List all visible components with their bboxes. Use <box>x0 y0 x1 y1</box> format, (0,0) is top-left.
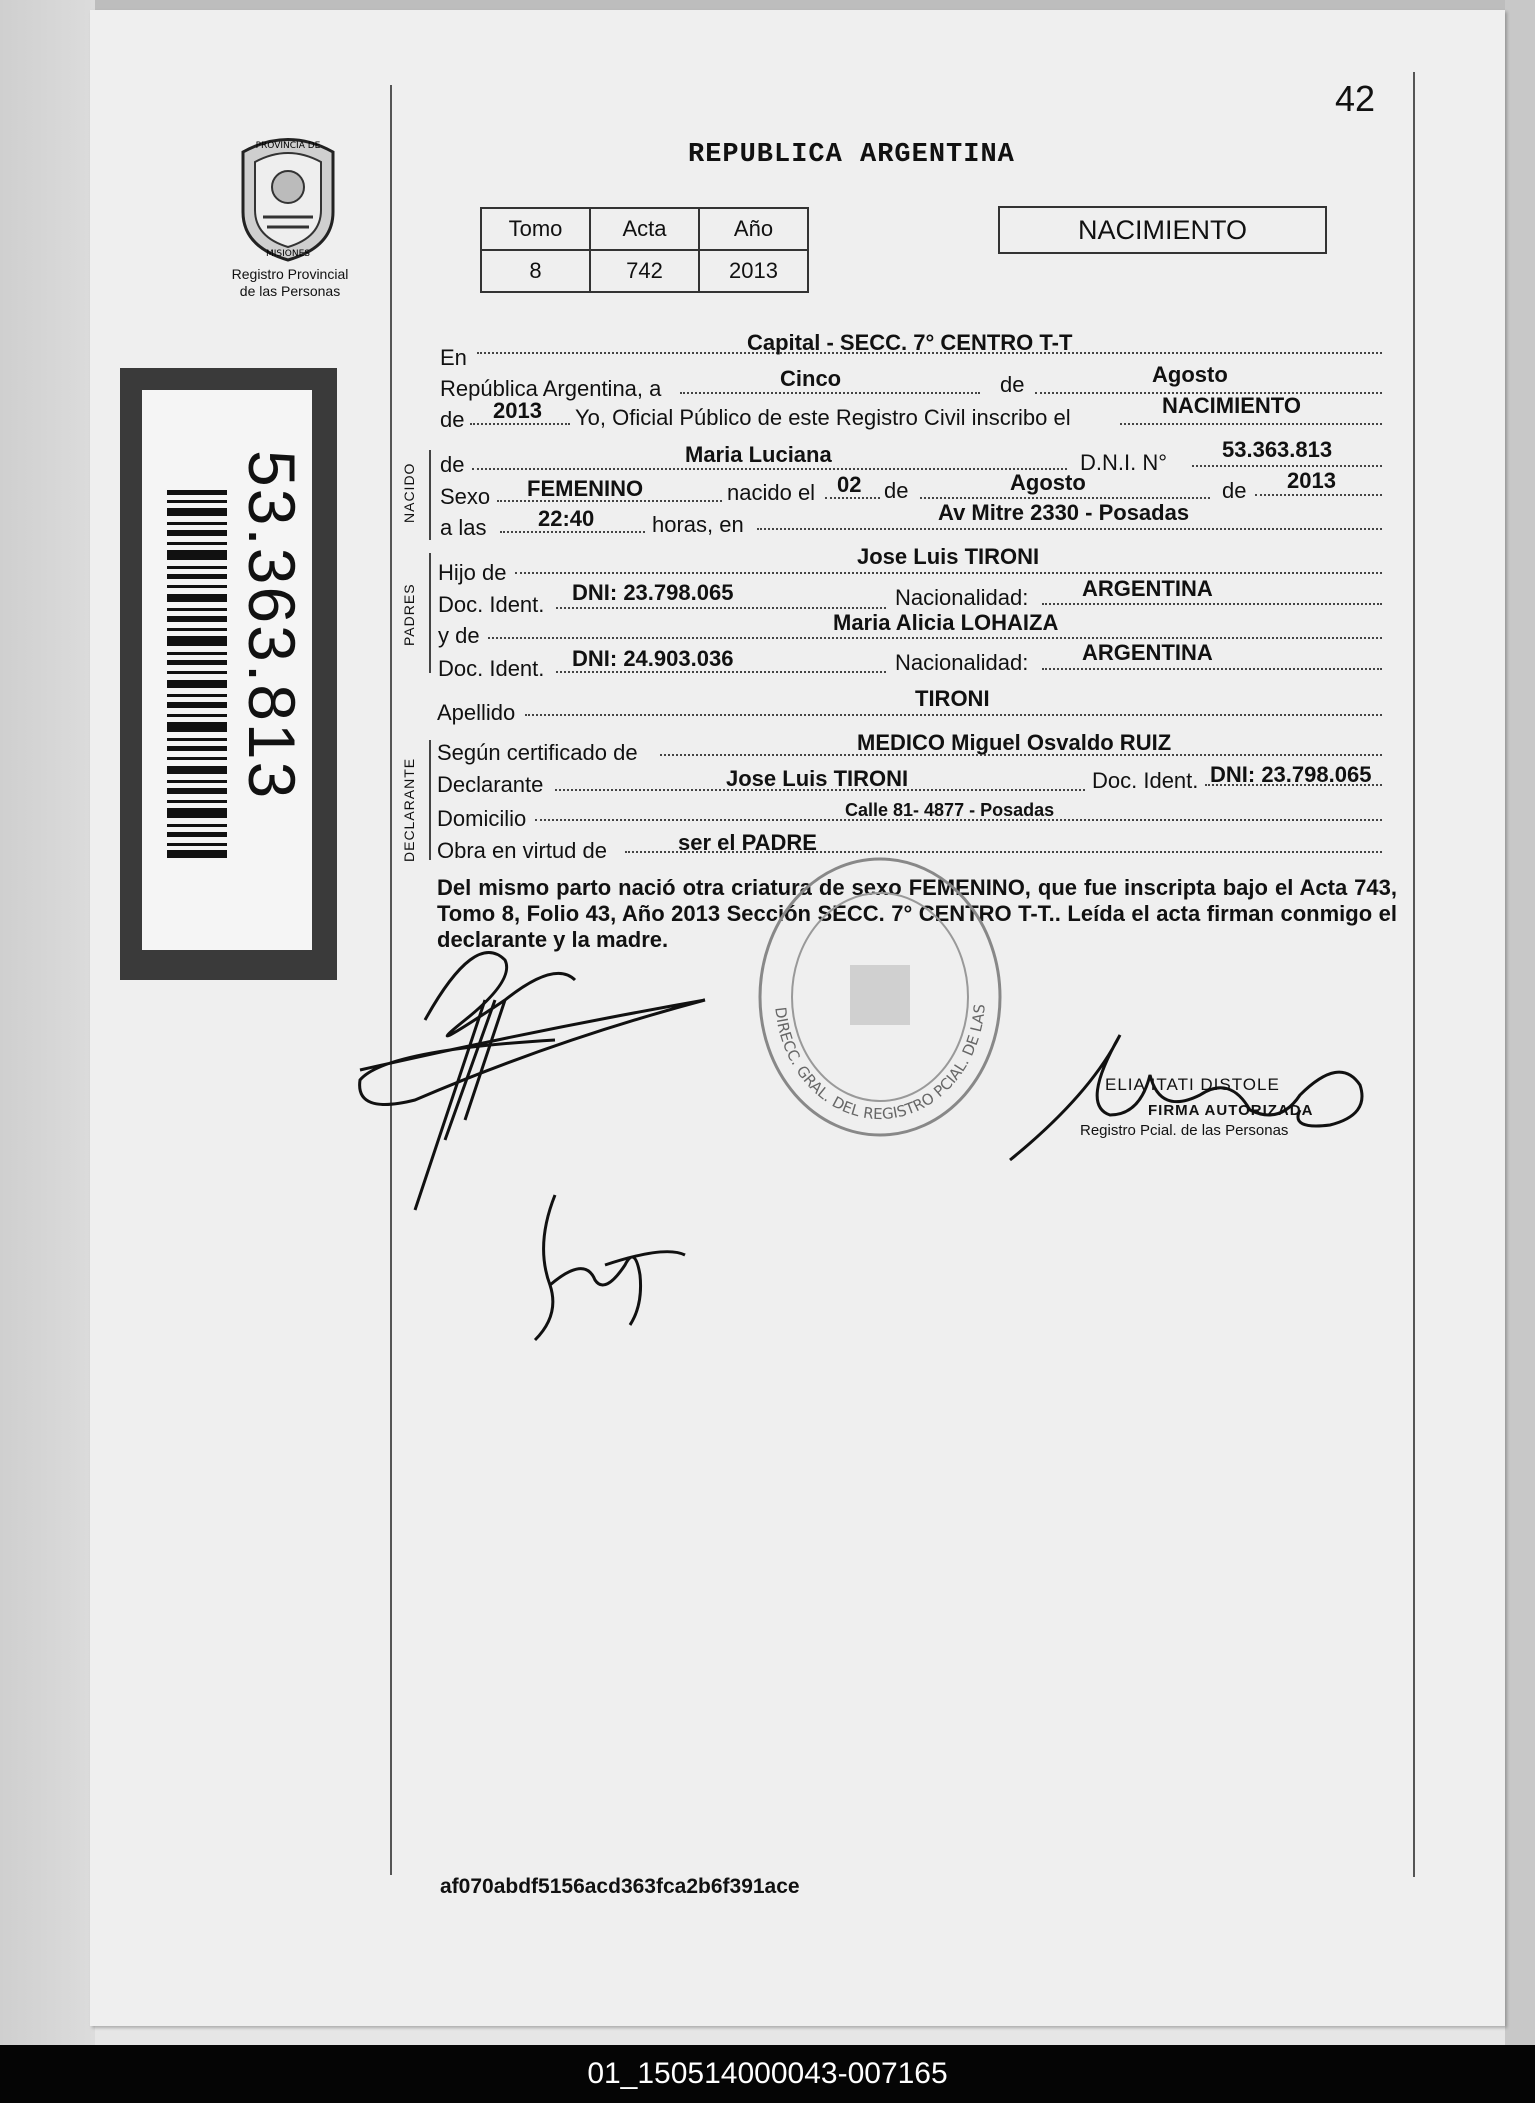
act-value: NACIMIENTO <box>1162 393 1301 418</box>
registry-ref-table <box>480 207 809 293</box>
scan-left-edge <box>0 0 95 2045</box>
republica-label: República Argentina, a <box>440 376 662 401</box>
svg-text:DIRECC. GRAL. DEL REGISTRO PCI: DIRECC. GRAL. DEL REGISTRO PCIAL. DE LAS <box>771 1003 989 1124</box>
day-value: Cinco <box>780 366 842 391</box>
table-header-ano: Año <box>699 208 808 250</box>
bracket-padres <box>429 553 431 673</box>
svg-text:PROVINCIA DE: PROVINCIA DE <box>255 141 321 151</box>
birth-day: 02 <box>837 472 862 497</box>
dni-label: D.N.I. N° <box>1080 450 1168 475</box>
dotline <box>1042 668 1382 670</box>
mother-name: Maria Alicia LOHAIZA <box>833 610 1059 635</box>
dotline <box>515 572 1382 574</box>
dotline <box>1192 465 1382 467</box>
dotline <box>472 468 1067 470</box>
father-name: Jose Luis TIRONI <box>857 544 1040 569</box>
side-label-padres: PADRES <box>401 583 417 646</box>
birth-year: 2013 <box>1287 468 1336 493</box>
barcode-number: 53.363.813 <box>235 450 309 801</box>
child-dni: 53.363.813 <box>1222 437 1333 462</box>
father-nationality: ARGENTINA <box>1082 576 1213 601</box>
month-value: Agosto <box>1152 362 1228 387</box>
birth-de-label-2: de <box>1222 478 1247 503</box>
domicilio-value: Calle 81- 4877 - Posadas <box>845 800 1055 820</box>
birth-note: Del mismo parto nació otra criatura de sexo FEMENINO, que fue inscripta bajo el Acta 743, Tomo 8, Folio 43, Año 2013 Sección SECC. 7° CENTRO T-T.. Leída el acta firman conmigo el declarante y la madre. <box>437 875 1397 952</box>
document-hash: af070abdf5156acd363fca2b6f391ace <box>440 1875 800 1898</box>
nacido-de-label: de <box>440 452 465 477</box>
official-office: Registro Pcial. de las Personas <box>1080 1122 1289 1139</box>
father-doc: DNI: 23.798.065 <box>572 580 734 605</box>
dotline <box>488 637 1382 639</box>
father-doc-label: Doc. Ident. <box>438 592 545 617</box>
de-label: de <box>1000 372 1025 397</box>
scan-right-edge <box>1505 0 1535 2045</box>
page-number: 42 <box>1335 78 1376 119</box>
official-name: ELIA ITATI DISTOLE <box>1105 1075 1280 1094</box>
dotline <box>525 714 1382 716</box>
bracket-declarante <box>429 740 431 860</box>
dotline <box>680 392 980 394</box>
en-label: En <box>440 345 467 370</box>
a-las-label: a las <box>440 515 487 540</box>
mother-nat-label: Nacionalidad: <box>895 650 1029 675</box>
declarante-doc-label: Doc. Ident. <box>1092 768 1199 793</box>
apellido-value: TIRONI <box>915 686 990 711</box>
dotline <box>920 497 1210 499</box>
birth-time: 22:40 <box>538 506 595 531</box>
side-label-nacido: NACIDO <box>401 462 417 523</box>
y-de-label: y de <box>438 623 480 648</box>
right-margin-rule <box>1413 72 1415 1877</box>
child-name: Maria Luciana <box>685 442 832 467</box>
dotline <box>1255 494 1382 496</box>
official-stamp <box>755 855 1005 1140</box>
place-value: Capital - SECC. 7° CENTRO T-T <box>747 330 1073 355</box>
official-title: FIRMA AUTORIZADA <box>1148 1102 1314 1119</box>
side-label-declarante: DECLARANTE <box>401 757 417 862</box>
registro-text: Yo, Oficial Público de este Registro Civil inscribo el <box>575 405 1071 430</box>
domicilio-label: Domicilio <box>437 806 527 831</box>
barcode-icon <box>167 490 227 860</box>
registry-stamp-icon <box>755 855 1005 1140</box>
provincial-seal-icon <box>233 132 343 262</box>
dotline <box>1120 423 1382 425</box>
cert-label: Según certificado de <box>437 740 638 765</box>
mother-signature-icon <box>525 1185 695 1345</box>
document-title: REPUBLICA ARGENTINA <box>688 140 1015 170</box>
de-label-2: de <box>440 407 465 432</box>
birth-month: Agosto <box>1010 470 1086 495</box>
hijo-de-label: Hijo de <box>438 560 507 585</box>
scan-file-id: 01_150514000043-007165 <box>0 2045 1535 2103</box>
mother-doc-label: Doc. Ident. <box>438 656 545 681</box>
obra-label: Obra en virtud de <box>437 838 607 863</box>
table-header-acta: Acta <box>590 208 699 250</box>
mother-nationality: ARGENTINA <box>1082 640 1213 665</box>
declarante-doc: DNI: 23.798.065 <box>1210 762 1372 787</box>
bracket-nacido <box>429 450 431 540</box>
registry-name-line1: Registro Provincial <box>231 266 349 282</box>
sexo-value: FEMENINO <box>527 476 644 501</box>
dotline <box>556 607 886 609</box>
obra-value: ser el PADRE <box>678 830 817 855</box>
nacido-el-label: nacido el <box>727 480 816 505</box>
apellido-label: Apellido <box>437 700 516 725</box>
dotline <box>757 528 1382 530</box>
table-value-ano: 2013 <box>699 250 808 292</box>
registry-logo <box>233 132 343 262</box>
table-header-tomo: Tomo <box>481 208 590 250</box>
mother-doc: DNI: 24.903.036 <box>572 646 734 671</box>
declarante-name: Jose Luis TIRONI <box>726 766 909 791</box>
year-value: 2013 <box>493 398 542 423</box>
father-nat-label: Nacionalidad: <box>895 585 1029 610</box>
declarante-label: Declarante <box>437 772 544 797</box>
table-value-acta: 742 <box>590 250 699 292</box>
dotline <box>1042 603 1382 605</box>
registry-name-line2: de las Personas <box>239 283 341 299</box>
horas-label: horas, en <box>652 512 744 537</box>
declarant-signature-icon <box>355 940 715 1220</box>
birth-de-label: de <box>884 478 909 503</box>
cert-value: MEDICO Miguel Osvaldo RUIZ <box>857 730 1172 755</box>
table-value-tomo: 8 <box>481 250 590 292</box>
sexo-label: Sexo <box>440 484 491 509</box>
barcode-label <box>142 390 312 950</box>
birth-place: Av Mitre 2330 - Posadas <box>938 500 1190 525</box>
svg-text:MISIONES: MISIONES <box>265 249 311 259</box>
act-type-box: NACIMIENTO <box>998 206 1327 254</box>
